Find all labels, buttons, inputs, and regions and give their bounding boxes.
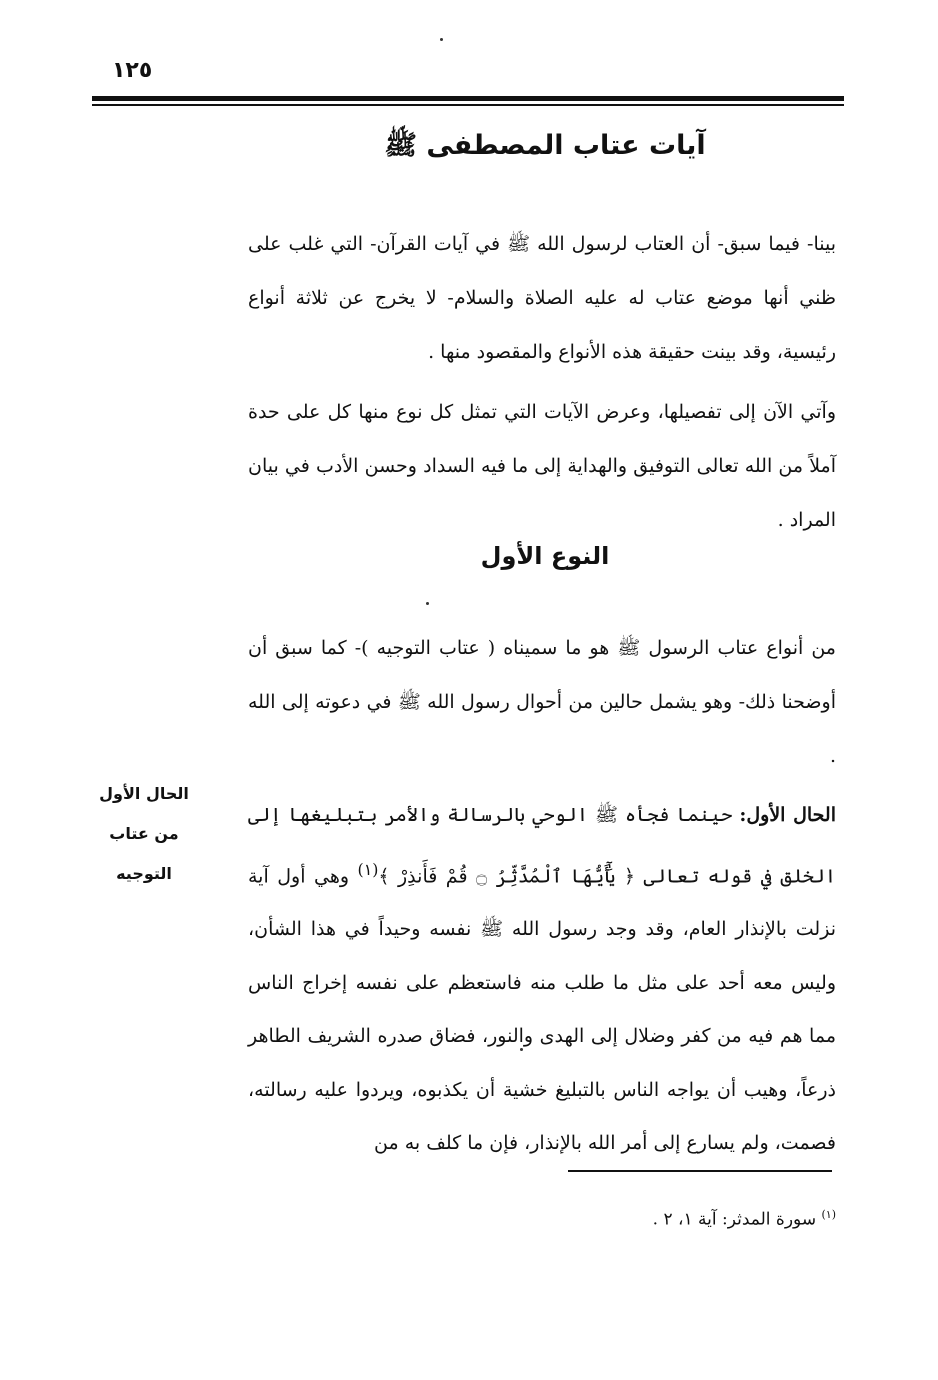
case-label: الحال الأول: xyxy=(739,804,836,826)
footnote-divider xyxy=(568,1170,832,1172)
case-paragraph xyxy=(248,789,836,1171)
footnote xyxy=(248,1208,836,1230)
margin-note-line-2: من عتاب xyxy=(109,824,179,843)
footnote-reference[interactable]: (١) xyxy=(357,859,379,879)
margin-note-line-1: الحال الأول xyxy=(99,784,189,803)
footnote-text: سورة المدثر: آية ١، ٢ . xyxy=(652,1209,822,1230)
case-text: حينما فجأه ﷺ الوحي بالرسالة والأمر بتبليغها إلى الخلق في قوله تعالى ﴿ يَٰٓأَيُّهَا ٱلْمُدَّثِّرُ ۝ قُمْ فَأَنذِرْ ﴾ xyxy=(248,804,836,887)
section-paragraph-1: بينا- فيما سبق- أن العتاب لرسول الله ﷺ في آيات القرآن- التي غلب على ظني أنها موضع عتاب له عليه الصلاة والسلام- لا يخرج عن ثلاثة أنواع رئيسية، وقد بينت حقيقة هذه الأنواع والمقصود منها . xyxy=(248,233,836,363)
footnote-marker: (١) xyxy=(821,1208,836,1221)
scan-speck xyxy=(426,602,429,605)
page-number: ١٢٥ xyxy=(112,58,153,83)
header-rule-thick xyxy=(92,96,844,101)
section-title: آيات عتاب المصطفى ﷺ xyxy=(384,130,706,161)
subsection-paragraph-1: من أنواع عتاب الرسول ﷺ هو ما سميناه ( عتاب التوجيه )- كما سبق أن أوضحنا ذلك- وهو يشمل حالين من أحوال رسول الله ﷺ في دعوته إلى الله . xyxy=(248,637,836,767)
margin-note xyxy=(84,774,204,894)
header-rule-thin xyxy=(92,104,844,106)
subsection-title: النوع الأول xyxy=(480,542,610,570)
margin-note-line-3: التوجيه xyxy=(116,864,172,883)
section-paragraph-2: وآتي الآن إلى تفصيلها، وعرض الآيات التي تمثل كل نوع منها كل على حدة آملاً من الله تعالى التوفيق والهداية إلى ما فيه السداد وحسن الأدب في بيان المراد . xyxy=(248,401,836,531)
case-text-continued: وهي أول آية نزلت بالإنذار العام، وقد وجد رسول الله ﷺ نفسه وحيداً في هذا الشأن، وليس معه أحد على مثل ما طلب منه فاستعظم على نفسه إخراج الناس مما هم فيه من كفر وضلال إلى الهدى والنور، فضاق صدره الشريف الطاهر ذرعاً، وهيب أن يواجه الناس بالتبليغ خشية أن يكذبوه، ويردوا عليه رسالته، فصمت، ولم يسارع إلى أمر الله بالإنذار، فإن ما كلف به من xyxy=(248,864,836,1155)
scan-speck xyxy=(520,1048,523,1051)
scan-speck xyxy=(440,38,443,41)
